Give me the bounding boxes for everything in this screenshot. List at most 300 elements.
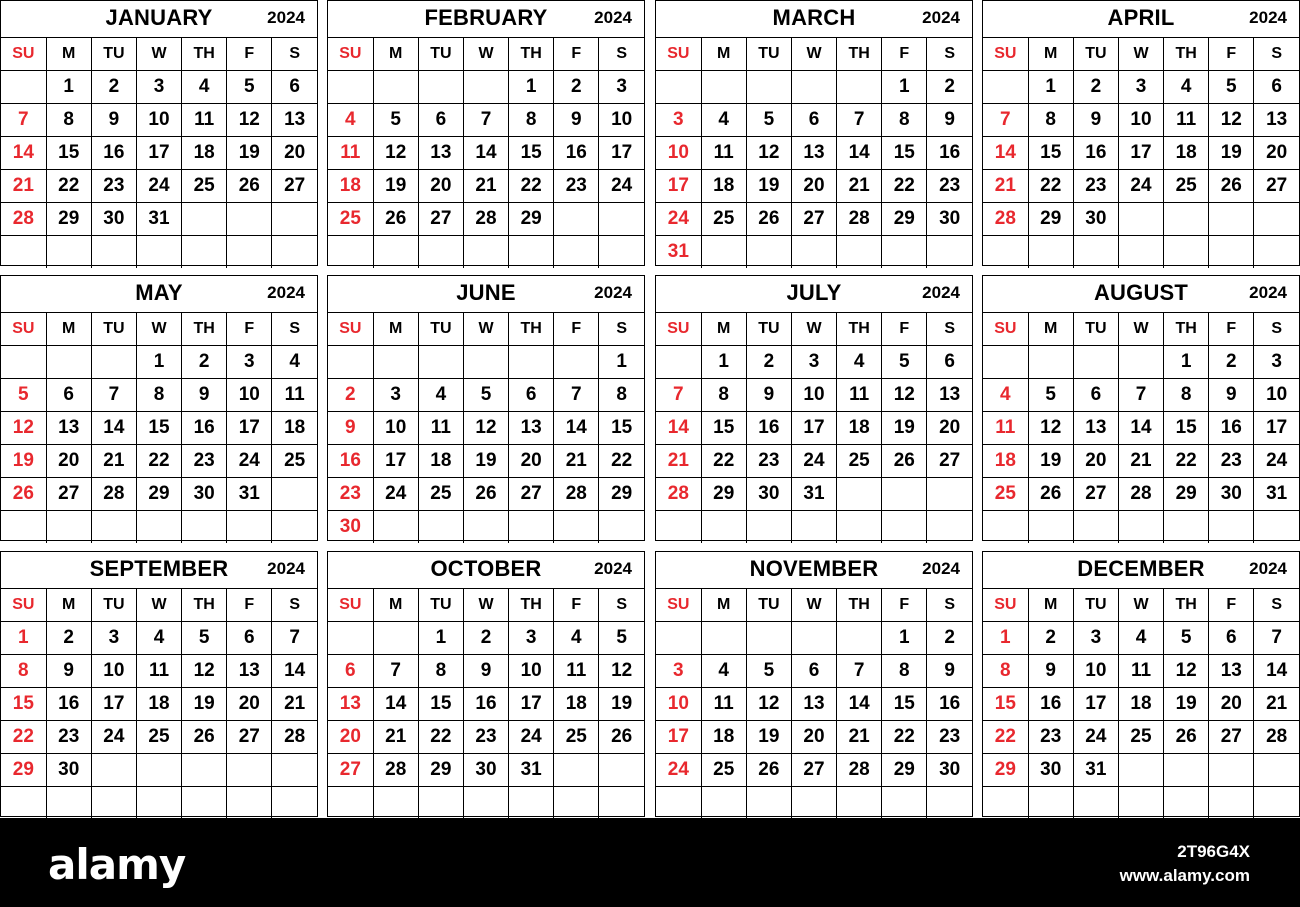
day-cell: 31: [136, 203, 181, 236]
day-cell: 19: [1164, 688, 1209, 721]
day-cell: 10: [1073, 655, 1118, 688]
empty-day-cell: [656, 71, 701, 104]
day-cell: 28: [983, 203, 1028, 236]
day-cell: 30: [1209, 478, 1254, 511]
week-row: [1, 137, 317, 170]
day-cell: 12: [373, 137, 418, 170]
day-cell: 13: [791, 688, 836, 721]
day-cell: 19: [882, 412, 927, 445]
day-cell: 13: [272, 104, 317, 137]
day-cell: 22: [136, 445, 181, 478]
empty-day-cell: [1118, 236, 1163, 269]
empty-day-cell: [418, 236, 463, 269]
week-row: [328, 478, 644, 511]
weekday-label: M: [46, 313, 91, 346]
empty-day-cell: [418, 71, 463, 104]
day-cell: 3: [599, 71, 644, 104]
day-cell: 5: [227, 71, 272, 104]
day-cell: 15: [983, 688, 1028, 721]
day-cell: 12: [182, 655, 227, 688]
weekday-label: TH: [1164, 38, 1209, 71]
day-cell: 12: [746, 137, 791, 170]
weekday-label: W: [463, 589, 508, 622]
day-cell: 10: [656, 137, 701, 170]
day-cell: 4: [837, 346, 882, 379]
day-cell: 5: [182, 622, 227, 655]
day-cell: 23: [91, 170, 136, 203]
empty-day-cell: [837, 236, 882, 269]
day-cell: 9: [182, 379, 227, 412]
day-cell: 28: [1, 203, 46, 236]
day-cell: 8: [882, 104, 927, 137]
month-header: [1, 276, 317, 312]
day-cell: 17: [656, 721, 701, 754]
weekday-label: M: [1028, 313, 1073, 346]
week-row: [983, 622, 1299, 655]
day-cell: 13: [791, 137, 836, 170]
day-cell: 29: [418, 754, 463, 787]
day-cell: 1: [418, 622, 463, 655]
day-cell: 30: [746, 478, 791, 511]
weekday-label: W: [1118, 589, 1163, 622]
day-cell: 24: [656, 203, 701, 236]
day-cell: 25: [837, 445, 882, 478]
day-cell: 24: [656, 754, 701, 787]
empty-day-cell: [418, 787, 463, 820]
empty-day-cell: [701, 236, 746, 269]
day-cell: 23: [463, 721, 508, 754]
weekday-label: S: [1254, 589, 1299, 622]
month-may: [0, 275, 318, 541]
empty-day-cell: [328, 787, 373, 820]
day-cell: 6: [328, 655, 373, 688]
day-cell: 4: [182, 71, 227, 104]
day-cell: 16: [1209, 412, 1254, 445]
day-cell: 29: [882, 754, 927, 787]
day-cell: 22: [46, 170, 91, 203]
day-cell: 24: [1118, 170, 1163, 203]
weekday-label: W: [463, 313, 508, 346]
month-september: [0, 551, 318, 817]
day-cell: 16: [182, 412, 227, 445]
day-cell: 15: [1, 688, 46, 721]
day-cell: 1: [136, 346, 181, 379]
empty-day-cell: [1118, 511, 1163, 544]
month-name: SEPTEMBER: [89, 556, 229, 581]
day-cell: 20: [1209, 688, 1254, 721]
day-cell: 12: [463, 412, 508, 445]
week-row: [656, 688, 972, 721]
day-cell: 22: [509, 170, 554, 203]
day-cell: 15: [1028, 137, 1073, 170]
day-cell: 12: [599, 655, 644, 688]
week-row: [1, 688, 317, 721]
weekday-label: TH: [182, 313, 227, 346]
empty-day-cell: [599, 787, 644, 820]
day-cell: 8: [509, 104, 554, 137]
day-cell: 7: [1, 104, 46, 137]
empty-day-cell: [91, 754, 136, 787]
day-cell: 2: [463, 622, 508, 655]
day-cell: 1: [1028, 71, 1073, 104]
day-cell: 25: [418, 478, 463, 511]
weekday-header-row: [1, 38, 317, 71]
day-cell: 15: [882, 137, 927, 170]
week-row: [656, 170, 972, 203]
day-cell: 16: [46, 688, 91, 721]
day-cell: 18: [272, 412, 317, 445]
empty-day-cell: [227, 754, 272, 787]
day-cell: 9: [927, 655, 972, 688]
week-row: [983, 787, 1299, 820]
weekday-label: F: [554, 313, 599, 346]
day-cell: 7: [837, 655, 882, 688]
week-row: [1, 754, 317, 787]
day-cell: 26: [746, 754, 791, 787]
day-cell: 31: [791, 478, 836, 511]
month-year: 2024: [1249, 8, 1287, 27]
week-row: [328, 203, 644, 236]
month-june: [327, 275, 645, 541]
empty-day-cell: [463, 511, 508, 544]
day-grid: [983, 312, 1299, 543]
empty-day-cell: [463, 346, 508, 379]
day-cell: 15: [1164, 412, 1209, 445]
day-cell: 29: [983, 754, 1028, 787]
week-row: [983, 511, 1299, 544]
empty-day-cell: [791, 622, 836, 655]
day-cell: 14: [1118, 412, 1163, 445]
day-cell: 28: [554, 478, 599, 511]
empty-day-cell: [328, 346, 373, 379]
empty-day-cell: [791, 511, 836, 544]
day-cell: 12: [1, 412, 46, 445]
weekday-label: M: [701, 38, 746, 71]
empty-day-cell: [1254, 203, 1299, 236]
day-cell: 10: [136, 104, 181, 137]
weekday-header-row: [983, 313, 1299, 346]
empty-day-cell: [656, 511, 701, 544]
empty-day-cell: [656, 346, 701, 379]
empty-day-cell: [837, 622, 882, 655]
empty-day-cell: [227, 236, 272, 269]
day-cell: 16: [1073, 137, 1118, 170]
empty-day-cell: [554, 754, 599, 787]
empty-day-cell: [272, 236, 317, 269]
empty-day-cell: [554, 203, 599, 236]
empty-day-cell: [373, 511, 418, 544]
empty-day-cell: [837, 71, 882, 104]
day-cell: 17: [91, 688, 136, 721]
day-cell: 7: [373, 655, 418, 688]
month-july: [655, 275, 973, 541]
month-october: [327, 551, 645, 817]
empty-day-cell: [463, 787, 508, 820]
week-row: [328, 787, 644, 820]
day-cell: 8: [1164, 379, 1209, 412]
weekday-label: SU: [983, 589, 1028, 622]
day-cell: 1: [46, 71, 91, 104]
week-row: [1, 787, 317, 820]
day-cell: 26: [746, 203, 791, 236]
weekday-label: SU: [1, 589, 46, 622]
weekday-header-row: [1, 589, 317, 622]
day-cell: 28: [1118, 478, 1163, 511]
empty-day-cell: [656, 622, 701, 655]
empty-day-cell: [1164, 511, 1209, 544]
day-cell: 12: [1209, 104, 1254, 137]
empty-day-cell: [599, 203, 644, 236]
day-cell: 27: [509, 478, 554, 511]
day-cell: 13: [46, 412, 91, 445]
day-cell: 29: [1164, 478, 1209, 511]
weekday-header-row: [1, 313, 317, 346]
day-cell: 21: [463, 170, 508, 203]
day-cell: 2: [91, 71, 136, 104]
day-cell: 27: [791, 203, 836, 236]
day-cell: 6: [1209, 622, 1254, 655]
day-cell: 20: [1254, 137, 1299, 170]
day-cell: 1: [701, 346, 746, 379]
day-cell: 6: [1254, 71, 1299, 104]
day-cell: 8: [882, 655, 927, 688]
weekday-label: S: [927, 589, 972, 622]
empty-day-cell: [1, 71, 46, 104]
empty-day-cell: [701, 511, 746, 544]
day-cell: 25: [136, 721, 181, 754]
weekday-label: W: [791, 38, 836, 71]
weekday-label: M: [373, 313, 418, 346]
empty-day-cell: [1254, 754, 1299, 787]
empty-day-cell: [136, 236, 181, 269]
month-year: 2024: [1249, 559, 1287, 578]
empty-day-cell: [746, 71, 791, 104]
day-cell: 3: [373, 379, 418, 412]
day-cell: 29: [509, 203, 554, 236]
day-cell: 20: [927, 412, 972, 445]
day-grid: [328, 588, 644, 819]
day-cell: 28: [837, 754, 882, 787]
week-row: [1, 170, 317, 203]
day-cell: 7: [463, 104, 508, 137]
weekday-label: F: [1209, 589, 1254, 622]
week-row: [656, 655, 972, 688]
empty-day-cell: [983, 346, 1028, 379]
day-cell: 23: [182, 445, 227, 478]
day-cell: 5: [1, 379, 46, 412]
week-row: [983, 478, 1299, 511]
week-row: [983, 346, 1299, 379]
week-row: [656, 478, 972, 511]
day-cell: 8: [1, 655, 46, 688]
day-cell: 2: [746, 346, 791, 379]
day-cell: 6: [1073, 379, 1118, 412]
empty-day-cell: [1209, 203, 1254, 236]
weekday-header-row: [656, 589, 972, 622]
day-cell: 19: [746, 721, 791, 754]
day-cell: 16: [463, 688, 508, 721]
empty-day-cell: [983, 511, 1028, 544]
weekday-label: TH: [509, 38, 554, 71]
month-year: 2024: [1249, 283, 1287, 302]
week-row: [328, 655, 644, 688]
day-cell: 9: [1209, 379, 1254, 412]
week-row: [328, 170, 644, 203]
day-cell: 19: [1028, 445, 1073, 478]
weekday-label: TU: [418, 589, 463, 622]
weekday-label: F: [554, 589, 599, 622]
day-cell: 6: [272, 71, 317, 104]
weekday-label: W: [1118, 38, 1163, 71]
weekday-label: SU: [983, 313, 1028, 346]
week-row: [1, 622, 317, 655]
day-cell: 28: [837, 203, 882, 236]
day-cell: 9: [463, 655, 508, 688]
week-row: [983, 170, 1299, 203]
day-cell: 14: [373, 688, 418, 721]
day-cell: 30: [328, 511, 373, 544]
empty-day-cell: [373, 346, 418, 379]
day-cell: 21: [837, 170, 882, 203]
day-cell: 9: [554, 104, 599, 137]
day-cell: 28: [272, 721, 317, 754]
day-cell: 8: [701, 379, 746, 412]
day-cell: 23: [554, 170, 599, 203]
month-header: [983, 552, 1299, 588]
day-cell: 26: [1028, 478, 1073, 511]
month-february: [327, 0, 645, 266]
day-cell: 20: [509, 445, 554, 478]
day-cell: 30: [1028, 754, 1073, 787]
day-cell: 2: [927, 622, 972, 655]
day-cell: 31: [227, 478, 272, 511]
day-cell: 13: [509, 412, 554, 445]
empty-day-cell: [463, 236, 508, 269]
day-cell: 2: [927, 71, 972, 104]
day-cell: 27: [927, 445, 972, 478]
empty-day-cell: [46, 787, 91, 820]
day-cell: 1: [509, 71, 554, 104]
weekday-label: SU: [328, 589, 373, 622]
month-year: 2024: [594, 8, 632, 27]
day-cell: 5: [746, 655, 791, 688]
weekday-label: S: [272, 38, 317, 71]
empty-day-cell: [1164, 754, 1209, 787]
week-row: [656, 787, 972, 820]
weekday-label: TU: [91, 38, 136, 71]
week-row: [983, 379, 1299, 412]
week-row: [328, 445, 644, 478]
day-cell: 25: [1118, 721, 1163, 754]
day-cell: 15: [882, 688, 927, 721]
day-cell: 16: [554, 137, 599, 170]
day-cell: 8: [136, 379, 181, 412]
weekday-label: M: [1028, 589, 1073, 622]
weekday-label: SU: [328, 313, 373, 346]
empty-day-cell: [182, 754, 227, 787]
weekday-header-row: [983, 38, 1299, 71]
day-cell: 25: [328, 203, 373, 236]
weekday-label: S: [272, 589, 317, 622]
day-cell: 11: [272, 379, 317, 412]
weekday-header-row: [983, 589, 1299, 622]
weekday-header-row: [656, 313, 972, 346]
day-cell: 21: [837, 721, 882, 754]
month-name: FEBRUARY: [424, 5, 548, 30]
day-cell: 10: [509, 655, 554, 688]
empty-day-cell: [554, 511, 599, 544]
weekday-label: S: [599, 589, 644, 622]
weekday-label: TU: [1073, 313, 1118, 346]
day-cell: 17: [656, 170, 701, 203]
day-cell: 21: [1118, 445, 1163, 478]
day-cell: 30: [46, 754, 91, 787]
day-cell: 28: [463, 203, 508, 236]
weekday-label: F: [882, 313, 927, 346]
week-row: [983, 203, 1299, 236]
month-header: [983, 276, 1299, 312]
day-cell: 24: [136, 170, 181, 203]
empty-day-cell: [272, 478, 317, 511]
day-cell: 21: [554, 445, 599, 478]
day-cell: 21: [373, 721, 418, 754]
week-row: [656, 412, 972, 445]
day-cell: 18: [182, 137, 227, 170]
empty-day-cell: [927, 787, 972, 820]
day-cell: 2: [1028, 622, 1073, 655]
empty-day-cell: [1164, 236, 1209, 269]
day-cell: 19: [227, 137, 272, 170]
empty-day-cell: [91, 236, 136, 269]
week-row: [1, 412, 317, 445]
month-header: [1, 552, 317, 588]
day-cell: 24: [1254, 445, 1299, 478]
day-cell: 26: [1209, 170, 1254, 203]
watermark-footer: [0, 818, 1300, 907]
day-cell: 11: [418, 412, 463, 445]
day-cell: 14: [837, 137, 882, 170]
weekday-label: M: [373, 38, 418, 71]
empty-day-cell: [746, 787, 791, 820]
day-cell: 25: [272, 445, 317, 478]
day-cell: 23: [746, 445, 791, 478]
month-header: [656, 276, 972, 312]
day-cell: 23: [328, 478, 373, 511]
day-cell: 14: [1, 137, 46, 170]
day-cell: 8: [46, 104, 91, 137]
empty-day-cell: [328, 236, 373, 269]
empty-day-cell: [791, 71, 836, 104]
day-cell: 4: [701, 104, 746, 137]
day-cell: 27: [791, 754, 836, 787]
day-cell: 18: [418, 445, 463, 478]
empty-day-cell: [701, 787, 746, 820]
day-cell: 18: [1164, 137, 1209, 170]
empty-day-cell: [373, 622, 418, 655]
month-name: AUGUST: [1093, 280, 1189, 305]
day-cell: 4: [1118, 622, 1163, 655]
month-name: JULY: [786, 280, 842, 305]
week-row: [328, 688, 644, 721]
empty-day-cell: [927, 236, 972, 269]
day-cell: 25: [701, 203, 746, 236]
day-cell: 16: [746, 412, 791, 445]
day-cell: 22: [701, 445, 746, 478]
week-row: [656, 379, 972, 412]
week-row: [328, 754, 644, 787]
week-row: [656, 721, 972, 754]
day-cell: 23: [927, 721, 972, 754]
